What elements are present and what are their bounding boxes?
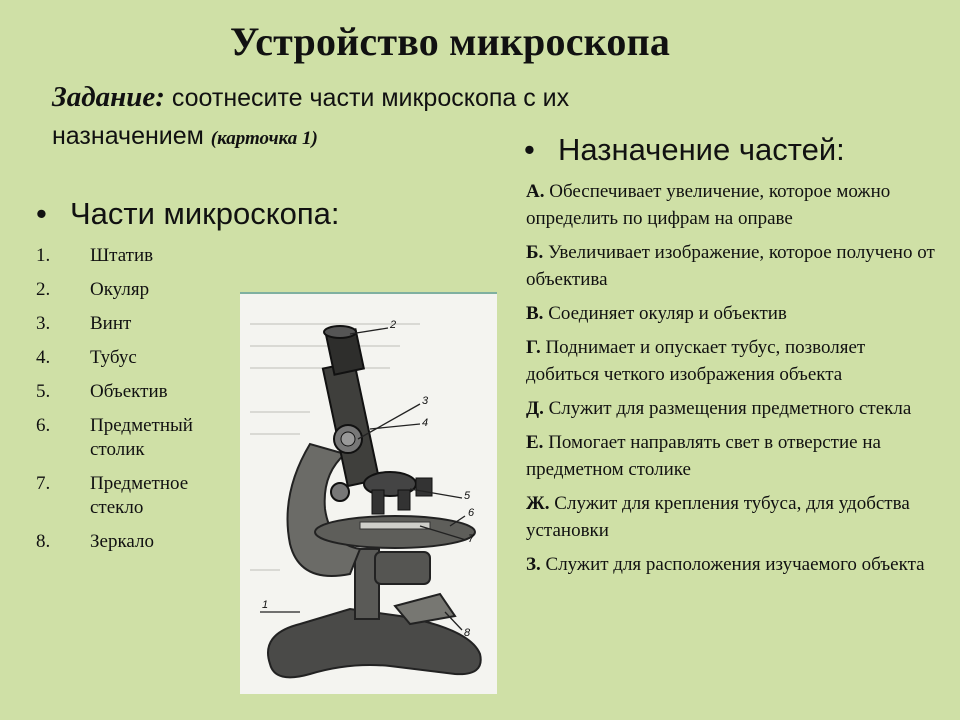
list-item (36, 244, 236, 268)
callout-label-4: 4 (422, 417, 429, 429)
item-letter: Г. (526, 337, 541, 358)
item-text: Тубус (90, 347, 137, 368)
list-item (36, 346, 236, 370)
item-letter: В. (526, 303, 544, 324)
item-text: Штатив (90, 245, 154, 266)
list-item (36, 380, 236, 404)
item-text: Служит для размещения предметного стекла (543, 398, 912, 419)
purposes-list (526, 178, 936, 585)
callout-label-5: 5 (464, 490, 471, 502)
item-text: Увеличивает изображение, которое получено от объектива (526, 242, 935, 290)
list-item (526, 429, 936, 483)
item-number: 2. (36, 279, 51, 300)
bullet-icon: • (524, 132, 535, 167)
bullet-icon: • (36, 196, 47, 231)
microscope-drawing (240, 294, 497, 694)
item-number: 1. (36, 245, 51, 266)
task-card: (карточка 1) (210, 128, 318, 149)
item-text: Объектив (90, 381, 168, 402)
item-number: 7. (36, 473, 51, 494)
item-number: 8. (36, 531, 51, 552)
callout-label-6: 6 (468, 507, 475, 519)
list-item (526, 239, 936, 293)
callout-label-8: 8 (464, 627, 471, 639)
item-text: Служит для расположения изучаемого объекта (540, 554, 925, 575)
item-number: 6. (36, 415, 51, 436)
list-item (526, 395, 936, 422)
task-line1: соотнесите части микроскопа с их (164, 84, 570, 112)
list-item (36, 278, 236, 302)
item-text: Обеспечивает увеличение, которое можно определить по цифрам на оправе (526, 181, 891, 229)
item-letter: Б. (526, 242, 544, 263)
item-letter: А. (526, 181, 545, 202)
list-item (36, 530, 236, 554)
task-label: Задание: (52, 81, 165, 113)
item-letter: Д. (526, 398, 544, 419)
item-letter: Е. (526, 432, 544, 453)
purposes-heading (524, 132, 845, 168)
callout-label-1: 1 (262, 599, 269, 611)
list-item (526, 178, 936, 232)
list-item (526, 490, 936, 544)
list-item (526, 334, 936, 388)
list-item (36, 414, 236, 462)
item-text: Предметное стекло (90, 473, 189, 518)
item-number: 4. (36, 347, 51, 368)
microscope-figure (240, 292, 497, 694)
item-text: Служит для крепления тубуса, для удобства установки (526, 493, 910, 541)
item-text: Помогает направлять свет в отверстие на предметном столике (526, 432, 881, 480)
parts-list (36, 244, 236, 564)
item-letter: Ж. (526, 493, 550, 514)
item-text: Зеркало (90, 531, 154, 552)
callout-label-3: 3 (422, 395, 429, 407)
item-number: 3. (36, 313, 51, 334)
item-text: Поднимает и опускает тубус, позволяет добиться четкого изображения объекта (526, 337, 866, 385)
purposes-heading-text: Назначение частей: (558, 132, 845, 167)
callout-label-2: 2 (390, 319, 397, 331)
list-item (526, 551, 936, 578)
item-text: Соединяет окуляр и объектив (543, 303, 787, 324)
parts-heading (36, 196, 340, 232)
item-text: Винт (90, 313, 132, 334)
callout-label-7: 7 (468, 533, 475, 545)
item-text: Окуляр (90, 279, 150, 300)
list-item (36, 312, 236, 336)
slide-title: Устройство микроскопа (229, 19, 671, 64)
list-item (36, 472, 236, 520)
list-item (526, 300, 936, 327)
item-number: 5. (36, 381, 51, 402)
item-letter: З. (526, 554, 541, 575)
parts-heading-text: Части микроскопа: (70, 196, 340, 231)
task-line2: назначением (52, 122, 211, 150)
item-text: Предметный столик (90, 415, 193, 460)
